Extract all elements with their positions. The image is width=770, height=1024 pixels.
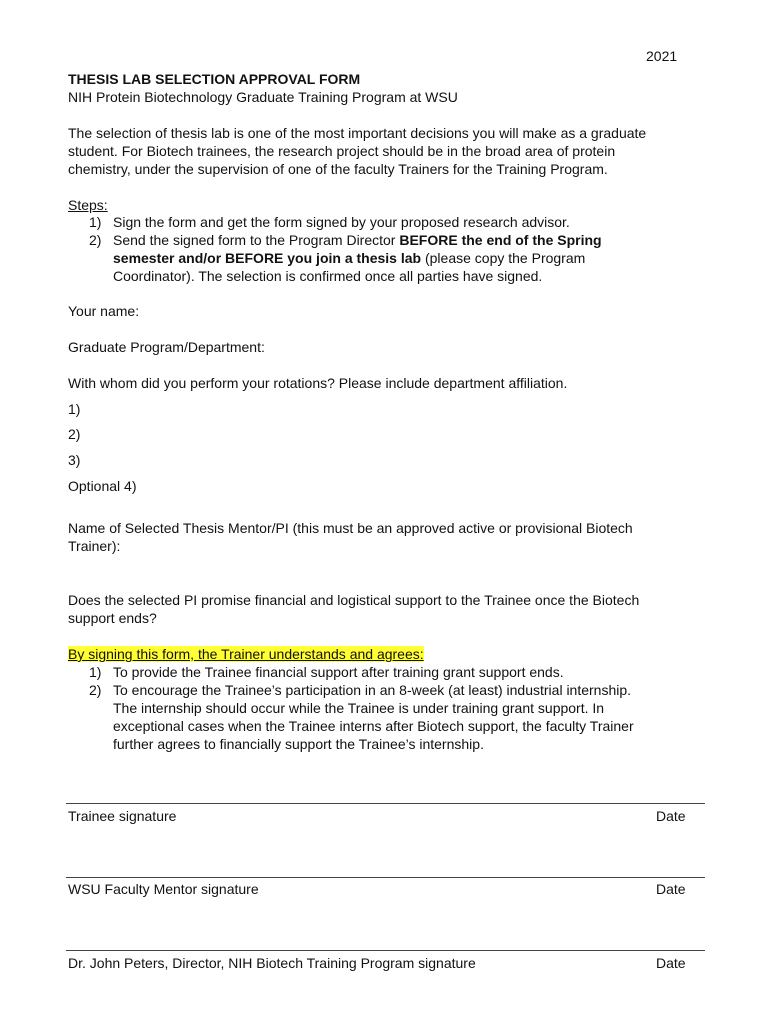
step-2-number: 2) xyxy=(89,232,102,248)
step-2-line-2-bold: semester and/or BEFORE you join a thesis lab xyxy=(113,250,422,266)
agreement-item-2-line-4: further agrees to financially support the Trainee’s internship. xyxy=(113,736,484,752)
step-2-line-2 xyxy=(113,249,585,267)
form-subtitle: NIH Protein Biotechnology Graduate Training Program at WSU xyxy=(68,89,458,105)
your-name-label: Your name: xyxy=(68,303,140,319)
rotation-2-label: 2) xyxy=(68,426,81,442)
step-1-number: 1) xyxy=(89,214,102,230)
rotation-3-label: 3) xyxy=(68,452,81,468)
rotation-1-label: 1) xyxy=(68,401,81,417)
intro-line-1: The selection of thesis lab is one of the most important decisions you will make as a graduate xyxy=(68,125,647,141)
trainee-date-label: Date xyxy=(656,808,686,824)
trainee-signature-line[interactable] xyxy=(66,803,705,804)
director-date-label: Date xyxy=(656,955,686,971)
support-question-line-2: support ends? xyxy=(68,610,157,626)
year-label: 2021 xyxy=(646,48,678,64)
agreement-item-2-line-2: The internship should occur while the Trainee is under training grant support. In xyxy=(113,700,605,716)
agreement-item-2-line-1: To encourage the Trainee’s participation in an 8-week (at least) industrial internship. xyxy=(113,682,632,698)
step-2-line-1-bold: BEFORE the end of the Spring xyxy=(399,232,602,248)
mentor-label-line-2: Trainer): xyxy=(68,538,121,554)
rotation-4-label: Optional 4) xyxy=(68,478,137,494)
mentor-signature-line[interactable] xyxy=(66,877,705,878)
agreement-item-1-text: To provide the Trainee financial support after training grant support ends. xyxy=(113,664,564,680)
trainee-signature-label: Trainee signature xyxy=(68,808,177,824)
director-signature-label: Dr. John Peters, Director, NIH Biotech Training Program signature xyxy=(68,955,476,971)
form-title: THESIS LAB SELECTION APPROVAL FORM xyxy=(68,71,361,87)
steps-heading: Steps: xyxy=(68,197,108,213)
agreement-heading-text: By signing this form, the Trainer understands and agrees: xyxy=(68,646,424,662)
mentor-label-line-1: Name of Selected Thesis Mentor/PI (this must be an approved active or provisional Biotech xyxy=(68,520,633,536)
agreement-heading xyxy=(68,645,424,663)
agreement-item-2 xyxy=(0,681,770,753)
step-1-text: Sign the form and get the form signed by your proposed research advisor. xyxy=(113,214,570,230)
program-label: Graduate Program/Department: xyxy=(68,339,265,355)
step-2-line-1 xyxy=(113,231,602,249)
support-question-line-1: Does the selected PI promise financial and logistical support to the Trainee once the Biotech xyxy=(68,592,640,608)
step-2 xyxy=(0,231,770,285)
step-1 xyxy=(0,213,770,231)
agreement-item-2-number: 2) xyxy=(89,682,102,698)
mentor-date-label: Date xyxy=(656,881,686,897)
step-2-line-1-text: Send the signed form to the Program Director xyxy=(113,232,400,248)
director-signature-line[interactable] xyxy=(66,950,705,951)
mentor-signature-label: WSU Faculty Mentor signature xyxy=(68,881,259,897)
agreement-item-1 xyxy=(0,663,770,681)
step-2-line-2-text: (please copy the Program xyxy=(421,250,586,266)
intro-line-2: student. For Biotech trainees, the research project should be in the broad area of protein xyxy=(68,143,616,159)
intro-line-3: chemistry, under the supervision of one of the faculty Trainers for the Training Program. xyxy=(68,161,608,177)
agreement-item-2-line-3: exceptional cases when the Trainee interns after Biotech support, the faculty Trainer xyxy=(113,718,634,734)
agreement-item-1-number: 1) xyxy=(89,664,102,680)
step-2-line-3: Coordinator). The selection is confirmed once all parties have signed. xyxy=(113,268,543,284)
rotations-question: With whom did you perform your rotations? Please include department affiliation. xyxy=(68,375,568,391)
